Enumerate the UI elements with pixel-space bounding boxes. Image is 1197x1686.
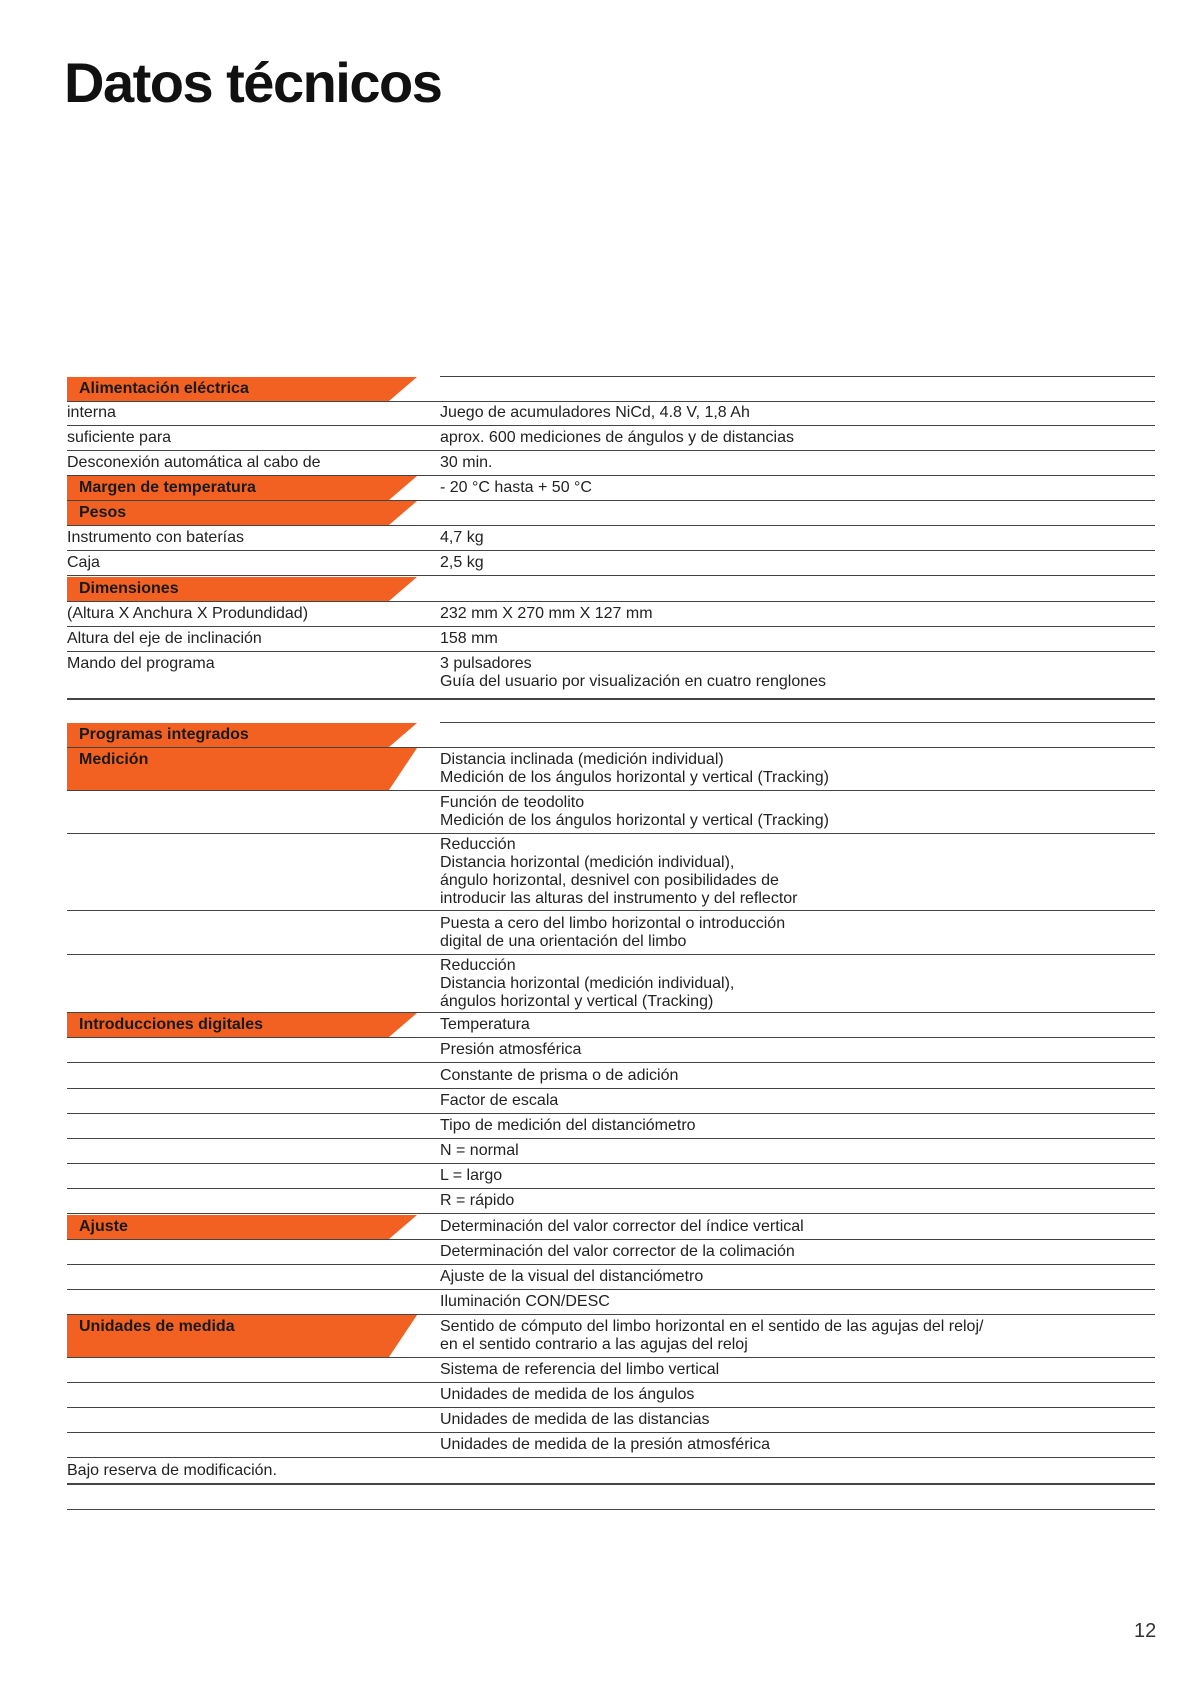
- row-value: [440, 630, 1160, 648]
- value-line: Factor de escala: [440, 1092, 559, 1109]
- table-row: [0, 451, 1197, 475]
- section-title: Medición: [79, 751, 149, 768]
- row-label: Altura del eje de inclinación: [67, 630, 262, 647]
- row-value: [440, 794, 1160, 830]
- row-divider: [67, 1457, 1155, 1458]
- row-label: suficiente para: [67, 429, 172, 446]
- section-divider: [440, 722, 1155, 723]
- table-row: [0, 652, 1197, 698]
- section-title: Dimensiones: [79, 580, 179, 597]
- table-row: [0, 1358, 1197, 1382]
- value-line: Determinación del valor corrector de la colimación: [440, 1243, 795, 1260]
- value-line: Ajuste de la visual del distanciómetro: [440, 1268, 704, 1285]
- section-header-row: [0, 748, 1197, 790]
- value-line: Distancia horizontal (medición individual),: [440, 854, 735, 871]
- table-row: [0, 833, 1197, 910]
- section-header-row: [0, 501, 1197, 525]
- row-value: [440, 429, 1160, 447]
- table-row: [0, 791, 1197, 833]
- row-value: [440, 1318, 1160, 1354]
- value-line: L = largo: [440, 1167, 503, 1184]
- table-row: [0, 1038, 1197, 1062]
- value-line: en el sentido contrario a las agujas del reloj: [440, 1336, 748, 1353]
- row-value: [440, 1167, 1160, 1185]
- row-value: [440, 957, 1160, 1011]
- row-label: Bajo reserva de modificación.: [67, 1462, 277, 1479]
- table-row: [0, 954, 1197, 1012]
- section-header-row: [0, 377, 1197, 401]
- row-value: [440, 1142, 1160, 1160]
- row-value: [440, 915, 1160, 951]
- row-value: [440, 404, 1160, 422]
- table-row: [0, 526, 1197, 550]
- value-line: ángulo horizontal, desnivel con posibilidades de: [440, 872, 779, 889]
- table-row: [0, 627, 1197, 651]
- row-label: Mando del programa: [67, 655, 215, 672]
- value-line: Distancia inclinada (medición individual): [440, 751, 724, 768]
- row-value: [440, 605, 1160, 623]
- row-value: [440, 1192, 1160, 1210]
- value-line: 158 mm: [440, 630, 498, 647]
- row-divider: [67, 910, 1155, 911]
- row-value: [440, 529, 1160, 547]
- table-row: [0, 1290, 1197, 1314]
- table-row: [0, 401, 1197, 425]
- table-row: [0, 1089, 1197, 1113]
- value-line: Unidades de medida de los ángulos: [440, 1386, 695, 1403]
- section-title: Margen de temperatura: [79, 479, 256, 496]
- footnote-row: [0, 1459, 1197, 1483]
- section-divider: [67, 699, 1155, 700]
- table-row: [0, 1064, 1197, 1088]
- row-label: Desconexión automática al cabo de: [67, 454, 321, 471]
- value-line: Medición de los ángulos horizontal y vertical (Tracking): [440, 769, 829, 786]
- section-title: Unidades de medida: [79, 1318, 235, 1335]
- table-row: [0, 1164, 1197, 1188]
- table-row: [0, 1265, 1197, 1289]
- row-value: [440, 1016, 1160, 1034]
- section-divider: [67, 1509, 1155, 1510]
- section-header-row: [0, 577, 1197, 601]
- row-label: Instrumento con baterías: [67, 529, 244, 546]
- value-line: Unidades de medida de las distancias: [440, 1411, 710, 1428]
- row-value: [440, 454, 1160, 472]
- value-line: Constante de prisma o de adición: [440, 1067, 679, 1084]
- row-value: [440, 1218, 1160, 1236]
- section-title: Introducciones digitales: [79, 1016, 264, 1033]
- section-header-row: [0, 723, 1197, 747]
- value-line: Sistema de referencia del limbo vertical: [440, 1361, 720, 1378]
- row-value: [440, 836, 1160, 908]
- row-value: [440, 1411, 1160, 1429]
- row-label: Caja: [67, 554, 100, 571]
- table-row: [0, 1433, 1197, 1457]
- row-divider: [67, 1062, 1155, 1063]
- value-line: Reducción: [440, 957, 516, 974]
- value-line: 232 mm X 270 mm X 127 mm: [440, 605, 653, 622]
- row-value: [440, 1436, 1160, 1454]
- section-title: Programas integrados: [79, 726, 249, 743]
- value-line: Determinación del valor corrector del índice vertical: [440, 1218, 804, 1235]
- row-divider: [67, 575, 1155, 576]
- value-line: Temperatura: [440, 1016, 530, 1033]
- table-row: [0, 1240, 1197, 1264]
- value-line: Unidades de medida de la presión atmosférica: [440, 1436, 770, 1453]
- table-row: [0, 1114, 1197, 1138]
- value-line: Presión atmosférica: [440, 1041, 582, 1058]
- table-row: [0, 1383, 1197, 1407]
- table-row: [0, 912, 1197, 954]
- value-line: Puesta a cero del limbo horizontal o introducción: [440, 915, 786, 932]
- value-line: Medición de los ángulos horizontal y vertical (Tracking): [440, 812, 829, 829]
- table-row: [0, 1408, 1197, 1432]
- row-value: [440, 751, 1160, 787]
- value-line: introducir las alturas del instrumento y del reflector: [440, 890, 798, 907]
- page-number: 12: [1134, 1620, 1157, 1642]
- page-title: Datos técnicos: [64, 51, 442, 114]
- section-header-row: [0, 1013, 1197, 1037]
- section-title: Alimentación eléctrica: [79, 380, 249, 397]
- value-line: Guía del usuario por visualización en cuatro renglones: [440, 673, 827, 690]
- row-value: [440, 1361, 1160, 1379]
- section-divider: [67, 1484, 1155, 1485]
- value-line: 30 min.: [440, 454, 493, 471]
- section-divider: [440, 376, 1155, 377]
- table-row: [0, 551, 1197, 575]
- value-line: 2,5 kg: [440, 554, 484, 571]
- row-value: [440, 655, 1160, 691]
- value-line: Iluminación CON/DESC: [440, 1293, 610, 1310]
- value-line: Tipo de medición del distanciómetro: [440, 1117, 696, 1134]
- row-label: interna: [67, 404, 116, 421]
- value-line: digital de una orientación del limbo: [440, 933, 687, 950]
- value-line: Reducción: [440, 836, 516, 853]
- row-value: [440, 1092, 1160, 1110]
- section-title: Pesos: [79, 504, 127, 521]
- row-value: [440, 1386, 1160, 1404]
- value-line: Sentido de cómputo del limbo horizontal en el sentido de las agujas del reloj/: [440, 1318, 984, 1335]
- row-divider: [67, 1213, 1155, 1214]
- value-line: Distancia horizontal (medición individual),: [440, 975, 735, 992]
- row-value: [440, 479, 1160, 497]
- table-row: [0, 1139, 1197, 1163]
- value-line: aprox. 600 mediciones de ángulos y de distancias: [440, 429, 794, 446]
- row-value: [440, 1067, 1160, 1085]
- table-row: [0, 426, 1197, 450]
- value-line: ángulos horizontal y vertical (Tracking): [440, 993, 714, 1010]
- row-value: [440, 1041, 1160, 1059]
- row-value: [440, 554, 1160, 572]
- section-header-row: [0, 1215, 1197, 1239]
- value-line: Juego de acumuladores NiCd, 4.8 V, 1,8 Ah: [440, 404, 750, 421]
- row-value: [440, 1117, 1160, 1135]
- section-title: Ajuste: [79, 1218, 128, 1235]
- table-row: [0, 1189, 1197, 1213]
- row-value: [440, 1243, 1160, 1261]
- row-value: [440, 1268, 1160, 1286]
- table-row: [0, 602, 1197, 626]
- row-value: [440, 1293, 1160, 1311]
- value-line: 3 pulsadores: [440, 655, 532, 672]
- section-header-row: [0, 476, 1197, 500]
- value-line: 4,7 kg: [440, 529, 484, 546]
- value-line: - 20 °C hasta + 50 °C: [440, 479, 592, 496]
- value-line: Función de teodolito: [440, 794, 585, 811]
- value-line: R = rápido: [440, 1192, 515, 1209]
- value-line: N = normal: [440, 1142, 519, 1159]
- row-label: (Altura X Anchura X Produndidad): [67, 605, 309, 622]
- section-header-row: [0, 1315, 1197, 1357]
